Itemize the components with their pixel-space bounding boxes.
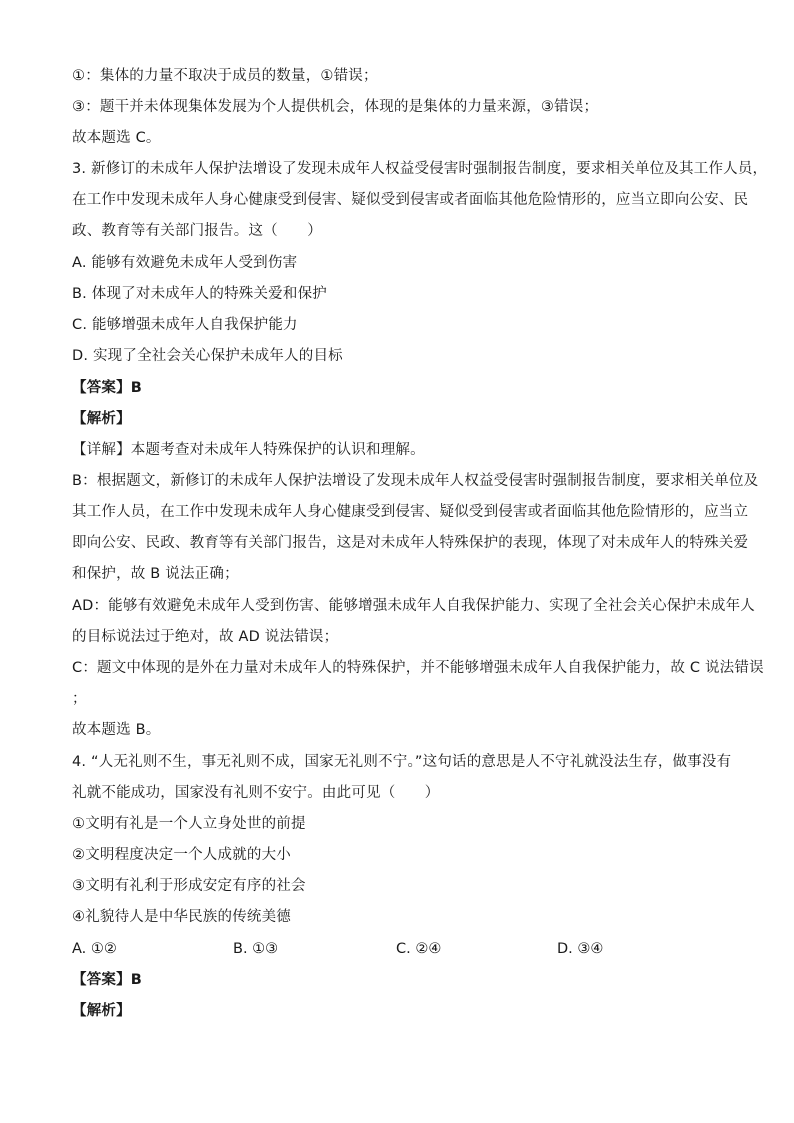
detail-line: C：题文中体现的是外在力量对未成年人的特殊保护，并不能够增强未成年人自我保护能力，故 C 说法错误 xyxy=(72,660,764,676)
option-a: A. ①② xyxy=(72,941,117,957)
text-line: ③：题干并未体现集体发展为个人提供机会，体现的是集体的力量来源，③错误； xyxy=(72,99,599,115)
option-c: C. ②④ xyxy=(396,941,442,957)
question-3-stem: 3. 新修订的未成年人保护法增设了发现未成年人权益受侵害时强制报告制度，要求相关单位及其工作人员， xyxy=(72,161,768,177)
question-3-stem: 在工作中发现未成年人身心健康受到侵害、疑似受到侵害或者面临其他危险情形的，应当立即向公安、民 xyxy=(72,192,749,208)
answer-label: 【答案】B xyxy=(72,380,143,396)
detail-line: 的目标说法过于绝对，故 AD 说法错误； xyxy=(72,629,339,645)
analysis-label: 【解析】 xyxy=(72,1003,131,1019)
statement-1: ①文明有礼是一个人立身处世的前提 xyxy=(72,816,306,832)
detail-line: 其工作人员，在工作中发现未成年人身心健康受到侵害、疑似受到侵害或者面临其他危险情形的，应当立 xyxy=(72,504,749,520)
option-b: B. 体现了对未成年人的特殊关爱和保护 xyxy=(72,286,327,302)
text-line: ①：集体的力量不取决于成员的数量，①错误； xyxy=(72,68,378,84)
detail-line: 和保护，故 B 说法正确； xyxy=(72,566,239,582)
detail-line: 故本题选 B。 xyxy=(72,722,161,738)
analysis-label: 【解析】 xyxy=(72,411,131,427)
question-3-stem: 政、教育等有关部门报告。这（ ） xyxy=(72,223,322,239)
statement-3: ③文明有礼利于形成安定有序的社会 xyxy=(72,878,306,894)
statement-2: ②文明程度决定一个人成就的大小 xyxy=(72,847,291,863)
answer-label: 【答案】B xyxy=(72,972,143,988)
statement-4: ④礼貌待人是中华民族的传统美德 xyxy=(72,909,291,925)
detail-line: 即向公安、民政、教育等有关部门报告，这是对未成年人特殊保护的表现，体现了对未成年人的特殊关爱 xyxy=(72,535,749,551)
text-line: 故本题选 C。 xyxy=(72,130,161,146)
detail-line: 【详解】本题考查对未成年人特殊保护的认识和理解。 xyxy=(72,442,425,458)
option-b: B. ①③ xyxy=(233,941,279,957)
question-4-stem: 礼就不能成功，国家没有礼则不安宁。由此可见（ ） xyxy=(72,785,440,801)
detail-line: AD：能够有效避免未成年人受到伤害、能够增强未成年人自我保护能力、实现了全社会关心保护未成年人 xyxy=(72,598,755,614)
detail-line: ； xyxy=(72,691,87,707)
option-d: D. 实现了全社会关心保护未成年人的目标 xyxy=(72,348,343,364)
option-d: D. ③④ xyxy=(557,941,604,957)
detail-line: B：根据题文，新修订的未成年人保护法增设了发现未成年人权益受侵害时强制报告制度，要求相关单位及 xyxy=(72,473,759,489)
option-c: C. 能够增强未成年人自我保护能力 xyxy=(72,317,298,333)
question-4-stem: 4. “人无礼则不生，事无礼则不成，国家无礼则不宁。”这句话的意思是人不守礼就没法生存，做事没有 xyxy=(72,754,732,770)
option-a: A. 能够有效避免未成年人受到伤害 xyxy=(72,255,298,271)
